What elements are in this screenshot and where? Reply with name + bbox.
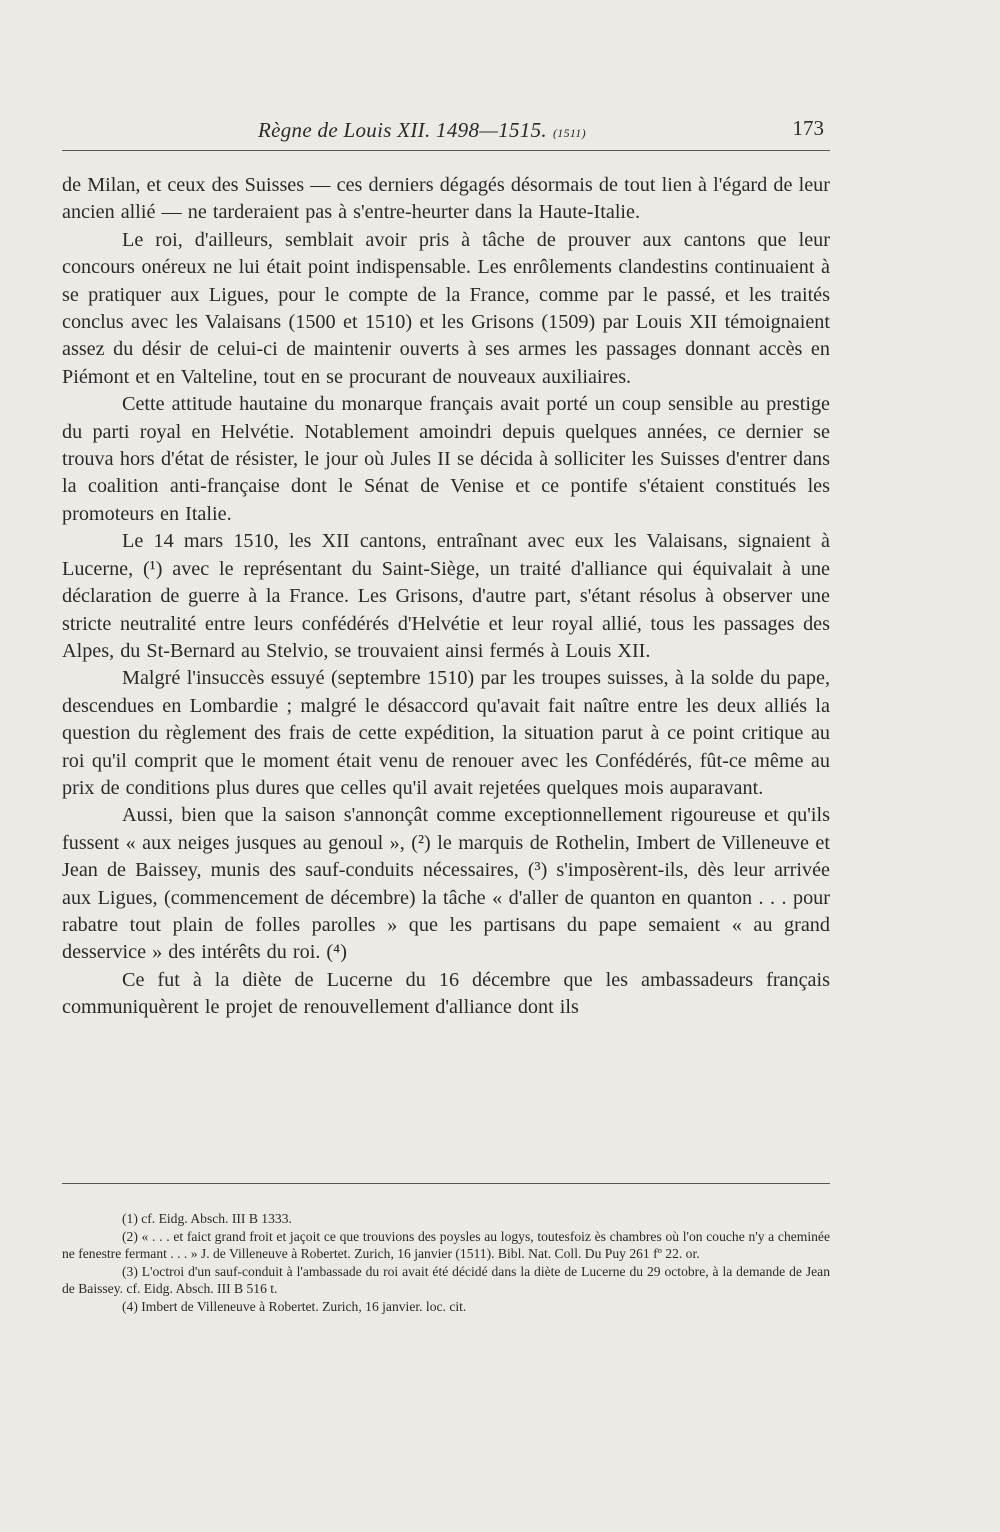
paragraph: Le roi, d'ailleurs, semblait avoir pris à tâche de prouver aux cantons que leur concours onéreux ne lui était point indispensable. Les enrôlements clandestins continuaient à se pratiquer aux Ligues, pour le compte de la France, comme par le passé, et les traités conclus avec les Valaisans (1500 et 1510) et les Grisons (1509) par Louis XII témoignaient assez du désir de celui-ci de maintenir ouverts à ses armes les passages donnant accès en Piémont et en Valteline, tout en se procurant de nouveaux auxiliaires. xyxy=(62,228,830,388)
paragraph: Aussi, bien que la saison s'annonçât comme exceptionnellement rigoureuse et qu'ils fussent « aux neiges jusques au genoul », (²) le marquis de Rothelin, Imbert de Villeneuve et Jean de Baissey, munis des sauf-conduits nécessaires, (³) s'imposèrent-ils, dès leur arrivée aux Ligues, (commencement de décembre) la tâche « d'aller de quanton en quanton . . . pour rabatre tout plain de folles parolles » que les partisans du pape semaient « au grand desservice » des intérêts du roi. (⁴) xyxy=(62,804,830,964)
footnote: (4) Imbert de Villeneuve à Robertet. Zurich, 16 janvier. loc. cit. xyxy=(122,1298,467,1314)
running-year: (1511) xyxy=(552,126,586,140)
footnotes xyxy=(62,1210,830,1316)
page-header xyxy=(62,114,830,144)
paragraph: Cette attitude hautaine du monarque français avait porté un coup sensible au prestige du parti royal en Helvétie. Notablement amoindri depuis quelques années, ce dernier se trouva hors d'état de résister, le jour où Jules II se décida à solliciter les Suisses d'entrer dans la coalition anti-française dont le Sénat de Venise et ce pontife s'étaient constitués les promoteurs en Italie. xyxy=(62,393,830,525)
footnote: (3) L'octroi d'un sauf-conduit à l'ambassade du roi avait été décidé dans la diète de Lucerne du 29 octobre, à la demande de Jean de Baissey. cf. Eidg. Absch. III B 516 t. xyxy=(62,1263,830,1297)
running-title: Règne de Louis XII. 1498—1515. (1511) xyxy=(258,118,586,142)
paragraph: Ce fut à la diète de Lucerne du 16 décembre que les ambassadeurs français communiquèrent le projet de renouvellement d'alliance dont ils xyxy=(62,968,830,1019)
paragraph: Malgré l'insuccès essuyé (septembre 1510) par les troupes suisses, à la solde du pape, descendues en Lombardie ; malgré le désaccord qu'avait fait naître entre les deux alliés la question du règlement des frais de cette expédition, la situation parut à ce point critique au roi qu'il comprit que le moment était venu de renouer avec les Confédérés, fût-ce même au prix de conditions plus dures que celles qu'il avait rejetées quelques mois auparavant. xyxy=(62,667,830,799)
paragraph: de Milan, et ceux des Suisses — ces derniers dégagés désormais de tout lien à l'égard de leur ancien allié — ne tarderaient pas à s'entre-heurter dans la Haute-Italie. xyxy=(62,174,830,224)
paragraph: Le 14 mars 1510, les XII cantons, entraînant avec eux les Valaisans, signaient à Lucerne, (¹) avec le représentant du Saint-Siège, un traité d'alliance qui équivalait à une déclaration de guerre à la France. Les Grisons, d'autre part, s'étant résolus à observer une stricte neutralité entre leurs confédérés d'Helvétie et leur royal allié, tous les passages des Alpes, du St-Bernard au Stelvio, se trouvaient ainsi fermés à Louis XII. xyxy=(62,530,830,662)
page-number: 173 xyxy=(792,116,824,140)
footnote: (2) « . . . et faict grand froit et jaçoit ce que trouvions des poysles au logys, toutesfoiz ès chambres où l'on couche n'y a cheminée ne fenestre fermant . . . » J. de Villeneuve à Robertet. Zurich, 16 janvier (1511). Bibl. Nat. Coll. Du Puy 261 fº 22. or. xyxy=(62,1228,830,1262)
footnote: (1) cf. Eidg. Absch. III B 1333. xyxy=(122,1211,292,1226)
header-rule xyxy=(62,150,830,151)
main-text xyxy=(62,172,830,1022)
footnote-rule xyxy=(62,1183,830,1184)
